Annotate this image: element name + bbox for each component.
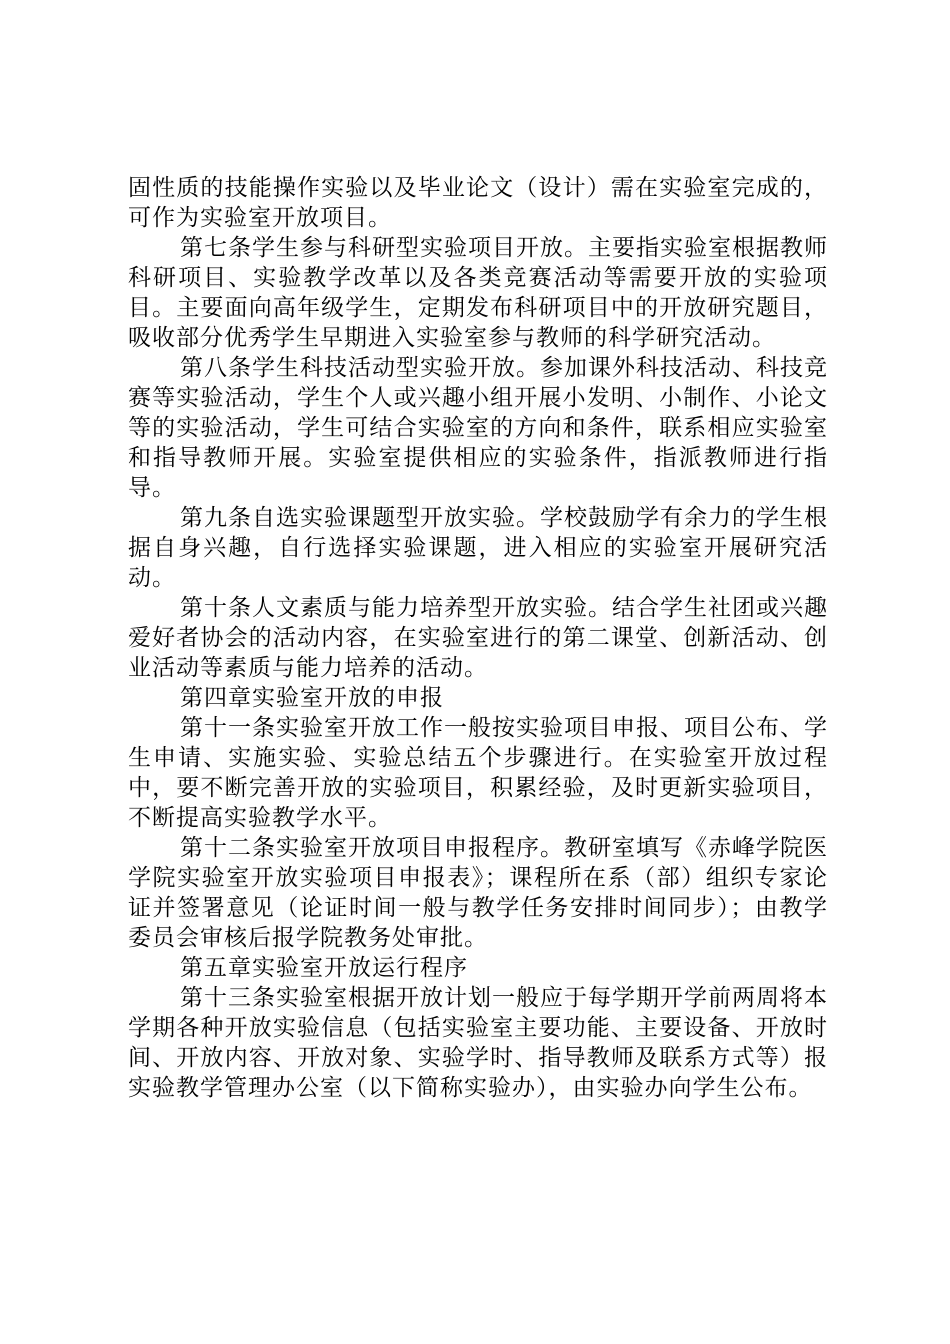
article-10-paragraph: 第十条人文素质与能力培养型开放实验。结合学生社团或兴趣爱好者协会的活动内容，在实验室进行的第二课堂、创新活动、创业活动等素质与能力培养的活动。 [128,595,828,681]
article-12-paragraph: 第十二条实验室开放项目申报程序。教研室填写《赤峰学院医学院实验室开放实验项目申报表》；课程所在系（部）组织专家论证并签署意见（论证时间一般与教学任务安排时间同步）；由教学委员会审核后报学院教务处审批。 [128,835,828,951]
article-11-paragraph: 第十一条实验室开放工作一般按实验项目申报、项目公布、学生申请、实施实验、实验总结五个步骤进行。在实验室开放过程中，要不断完善开放的实验项目，积累经验，及时更新实验项目，不断提高实验教学水平。 [128,715,828,831]
article-9-paragraph: 第九条自选实验课题型开放实验。学校鼓励学有余力的学生根据自身兴趣，自行选择实验课题，进入相应的实验室开展研究活动。 [128,505,828,591]
paragraph-continuation: 固性质的技能操作实验以及毕业论文（设计）需在实验室完成的，可作为实验室开放项目。 [128,175,828,231]
article-13-paragraph: 第十三条实验室根据开放计划一般应于每学期开学前两周将本学期各种开放实验信息（包括实验室主要功能、主要设备、开放时间、开放内容、开放对象、实验学时、指导教师及联系方式等）报实验教学管理办公室（以下简称实验办），由实验办向学生公布。 [128,985,828,1101]
article-8-paragraph: 第八条学生科技活动型实验开放。参加课外科技活动、科技竞赛等实验活动，学生个人或兴趣小组开展小发明、小制作、小论文等的实验活动，学生可结合实验室的方向和条件，联系相应实验室和指导教师开展。实验室提供相应的实验条件，指派教师进行指导。 [128,355,828,501]
document-body [128,173,828,1103]
chapter-5-heading: 第五章实验室开放运行程序 [180,955,468,981]
chapter-4-heading: 第四章实验室开放的申报 [180,685,444,711]
article-7-paragraph: 第七条学生参与科研型实验项目开放。主要指实验室根据教师科研项目、实验教学改革以及各类竞赛活动等需要开放的实验项目。主要面向高年级学生，定期发布科研项目中的开放研究题目，吸收部分优秀学生早期进入实验室参与教师的科学研究活动。 [128,235,828,351]
